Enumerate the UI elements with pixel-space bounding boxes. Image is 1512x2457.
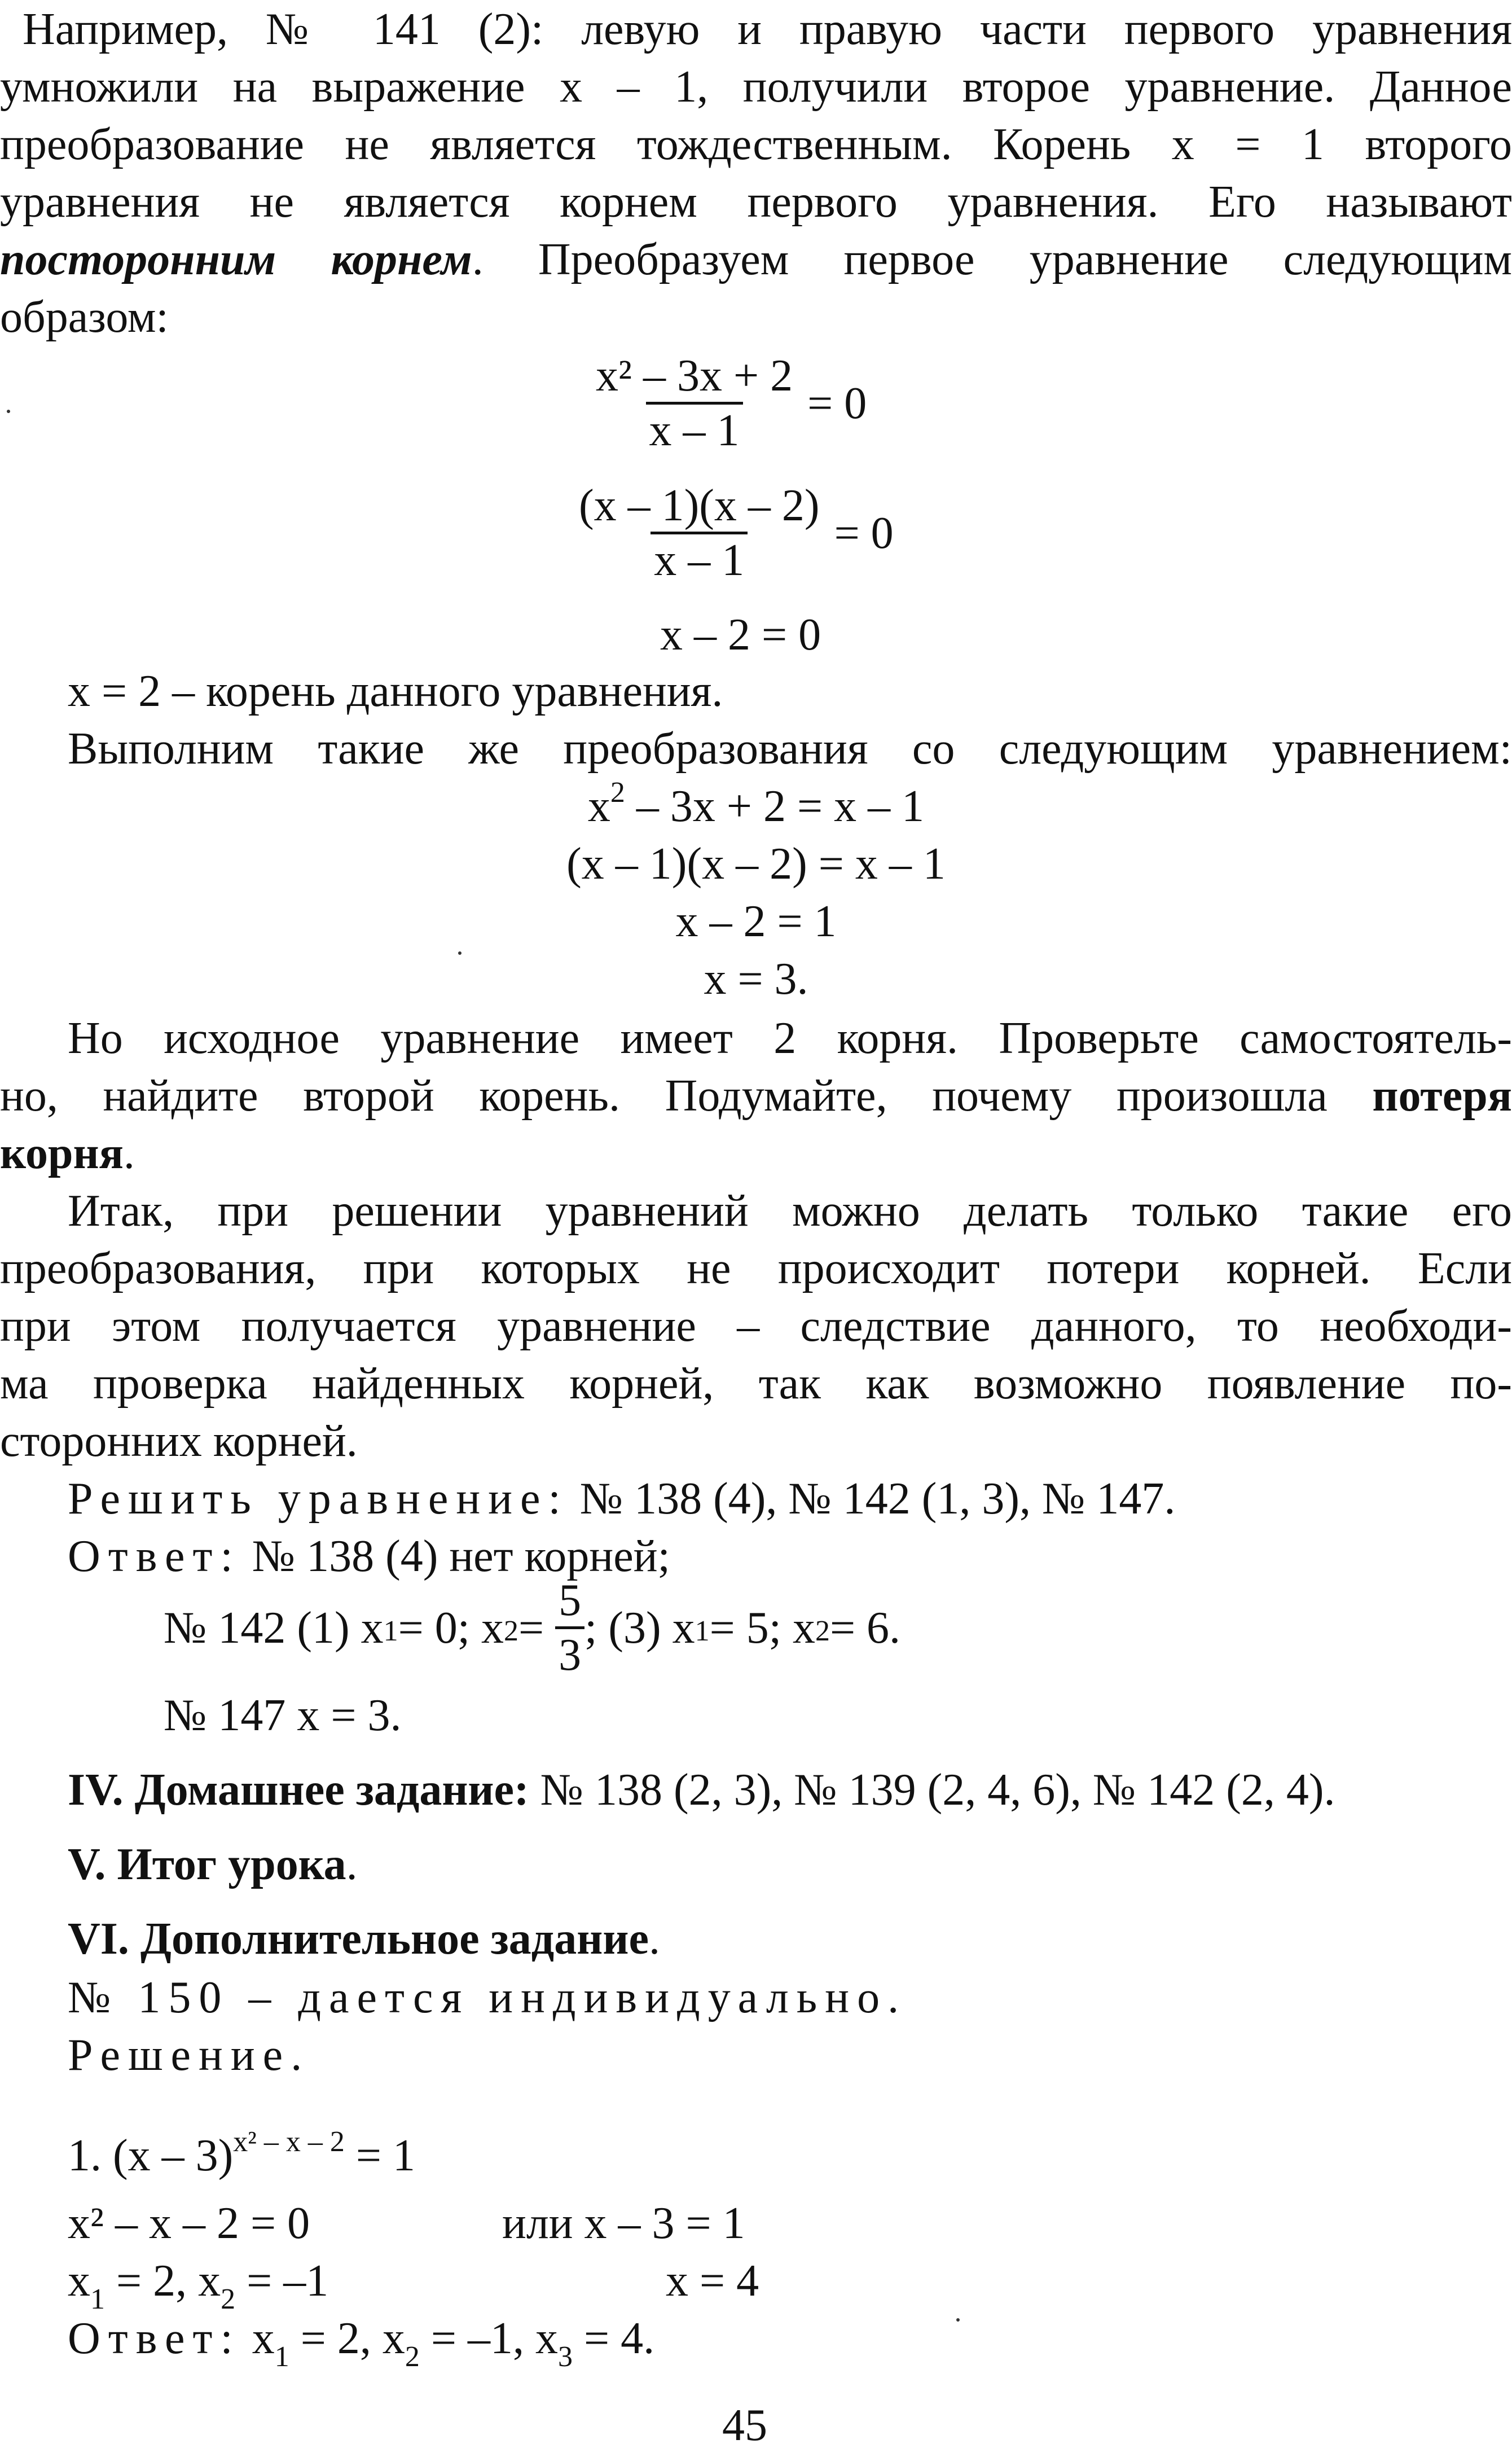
page-number: 45 <box>722 2401 767 2450</box>
answer-label: Ответ: <box>68 1532 241 1581</box>
extra-step-1 <box>68 2127 415 2184</box>
fraction-5-3-den: 3 <box>555 1626 584 1681</box>
a142-eq: = <box>518 1603 544 1653</box>
step-3-x1: x <box>68 2256 90 2306</box>
step-3-mid: = 2, x <box>105 2256 221 2306</box>
ans-x2: = 2, x <box>289 2314 405 2363</box>
fraction-5-3-num: 5 <box>559 1576 582 1625</box>
summary-line-2: преобразования, при которых не происходит потери корней. Если <box>0 1244 1512 1293</box>
scan-speck <box>458 951 461 955</box>
eq2-var: x <box>587 782 610 831</box>
lesson-summary-dot: . <box>346 1840 358 1889</box>
fraction-1 <box>592 350 796 457</box>
intro-line-5 <box>0 231 1512 288</box>
ans-x1: x <box>240 2314 275 2363</box>
intro-line-1: Например, № 141 (2): левую и правую части первого уравнения <box>23 5 1512 54</box>
step-3-sub-1: 1 <box>90 2283 105 2315</box>
eq2-line-3: x – 2 = 1 <box>675 897 837 946</box>
homework-label: IV. Домашнее задание: <box>68 1765 529 1815</box>
fraction-2-denominator: x – 1 <box>650 532 748 586</box>
fraction-equation-2 <box>575 480 894 586</box>
fraction-equation-1 <box>592 350 867 457</box>
homework-line <box>68 1762 1335 1818</box>
answer-142: № 142 (1) $x_1= 0$; $x_2=$ $\frac{5}{3}$ ; (3) $x_1= 5$; $x_2= 6$. <box>164 1576 901 1680</box>
ans-sub-1: 1 <box>274 2341 289 2373</box>
ans-sub-2: 2 <box>405 2341 420 2373</box>
scan-speck <box>956 2318 960 2322</box>
answer-147: № 147 x = 3. <box>164 1691 402 1740</box>
lesson-summary-heading <box>68 1836 358 1893</box>
solve-list: № 138 (4), № 142 (1, 3), № 147. <box>568 1474 1176 1524</box>
extra-answer <box>68 2310 655 2373</box>
extra-task-dot: . <box>648 1914 660 1964</box>
a142-mid: = 0; x <box>398 1603 504 1653</box>
loss-line-3-end: . <box>123 1129 135 1178</box>
lesson-summary-title: V. Итог урока <box>68 1840 346 1889</box>
fraction-1-numerator: x² – 3x + 2 <box>596 351 793 401</box>
equation-x-minus-2: x – 2 = 0 <box>660 610 821 660</box>
root-statement: x = 2 – корень данного уравнения. <box>68 666 723 716</box>
eq2-line-2: (x – 1)(x – 2) = x – 1 <box>566 839 946 889</box>
intro-line-3: преобразование не является тождественным. Корень x = 1 второго <box>0 120 1512 169</box>
fraction-2-numerator: (x – 1)(x – 2) <box>579 481 820 530</box>
ans-end: = 4. <box>572 2314 655 2363</box>
homework-text: № 138 (2, 3), № 139 (2, 4, 6), № 142 (2, 4). <box>529 1765 1335 1815</box>
extra-task-title: VI. Дополнительное задание <box>68 1914 649 1964</box>
fraction-2-rhs: = 0 <box>834 508 894 558</box>
extra-step-2-left: x² – x – 2 = 0 <box>68 2199 310 2248</box>
loss-line-2-text: но, найдите второй корень. Подумайте, почему произошла <box>0 1071 1373 1121</box>
intro-line-6: образом: <box>0 292 169 342</box>
eq2-line-4: x = 3. <box>704 954 808 1004</box>
ans-x3: = –1, x <box>419 2314 558 2363</box>
a142-post-b: = 5; x <box>709 1603 815 1653</box>
summary-line-5: сторонних корней. <box>0 1416 358 1466</box>
a142-post-a: ; (3) x <box>584 1603 695 1653</box>
a142-pre: № 142 (1) x <box>164 1603 384 1653</box>
loss-term-b: корня <box>0 1129 124 1178</box>
loss-term-a: потеря <box>1372 1071 1512 1121</box>
transform-intro: Выполним такие же преобразования со следующим уравнением: <box>68 724 1512 774</box>
fraction-2 <box>575 480 823 586</box>
scan-speck <box>7 410 10 413</box>
step-3-end: = –1 <box>235 2256 329 2306</box>
intro-line-2: умножили на выражение x – 1, получили второе уравнение. Данное <box>0 62 1512 112</box>
loss-line-2 <box>0 1068 1512 1124</box>
loss-line-3 <box>0 1125 135 1182</box>
fraction-1-rhs: = 0 <box>807 378 867 428</box>
ans-sub-3: 3 <box>557 2341 573 2373</box>
fraction-5-3 <box>555 1574 584 1681</box>
step-1-rhs: = 1 <box>344 2131 415 2180</box>
extra-task-line: № 150 – дается индивидуально. <box>68 1973 907 2022</box>
extra-step-3-left <box>68 2253 329 2315</box>
extra-step-3-right: x = 4 <box>666 2256 759 2306</box>
extra-step-2-right: или x – 3 = 1 <box>502 2199 745 2248</box>
solve-label: Решить уравнение: <box>68 1474 569 1524</box>
step-1-base: 1. (x – 3) <box>68 2131 234 2180</box>
step-3-sub-2: 2 <box>221 2283 236 2315</box>
solve-task-line <box>68 1471 1175 1527</box>
summary-line-3: при этом получается уравнение – следствие данного, то необходи- <box>0 1301 1512 1351</box>
eq2-rest: – 3x + 2 = x – 1 <box>625 782 925 831</box>
fraction-1-denominator: x – 1 <box>646 402 743 457</box>
answer-text: № 138 (4) нет корней; <box>240 1532 670 1581</box>
summary-line-1: Итак, при решении уравнений можно делать только такие его <box>68 1186 1512 1236</box>
summary-line-4: ма проверка найденных корней, так как возможно появление по- <box>0 1359 1512 1409</box>
intro-line-4: уравнения не является корнем первого уравнения. Его называют <box>0 177 1512 227</box>
term-extraneous-root: посторонним корнем <box>0 235 472 284</box>
eq2-exponent: 2 <box>610 776 625 809</box>
intro-line-5-rest: . Преобразуем первое уравнение следующим <box>472 235 1512 284</box>
loss-line-1: Но исходное уравнение имеет 2 корня. Проверьте самостоятель- <box>68 1013 1512 1063</box>
extra-task-heading <box>68 1911 660 1967</box>
solution-label: Решение. <box>68 2030 310 2080</box>
a142-post-c: = 6. <box>829 1603 901 1653</box>
step-1-exponent: x² – x – 2 <box>233 2126 345 2158</box>
eq2-line-1 <box>0 778 1512 835</box>
extra-answer-label: Ответ: <box>68 2314 241 2363</box>
